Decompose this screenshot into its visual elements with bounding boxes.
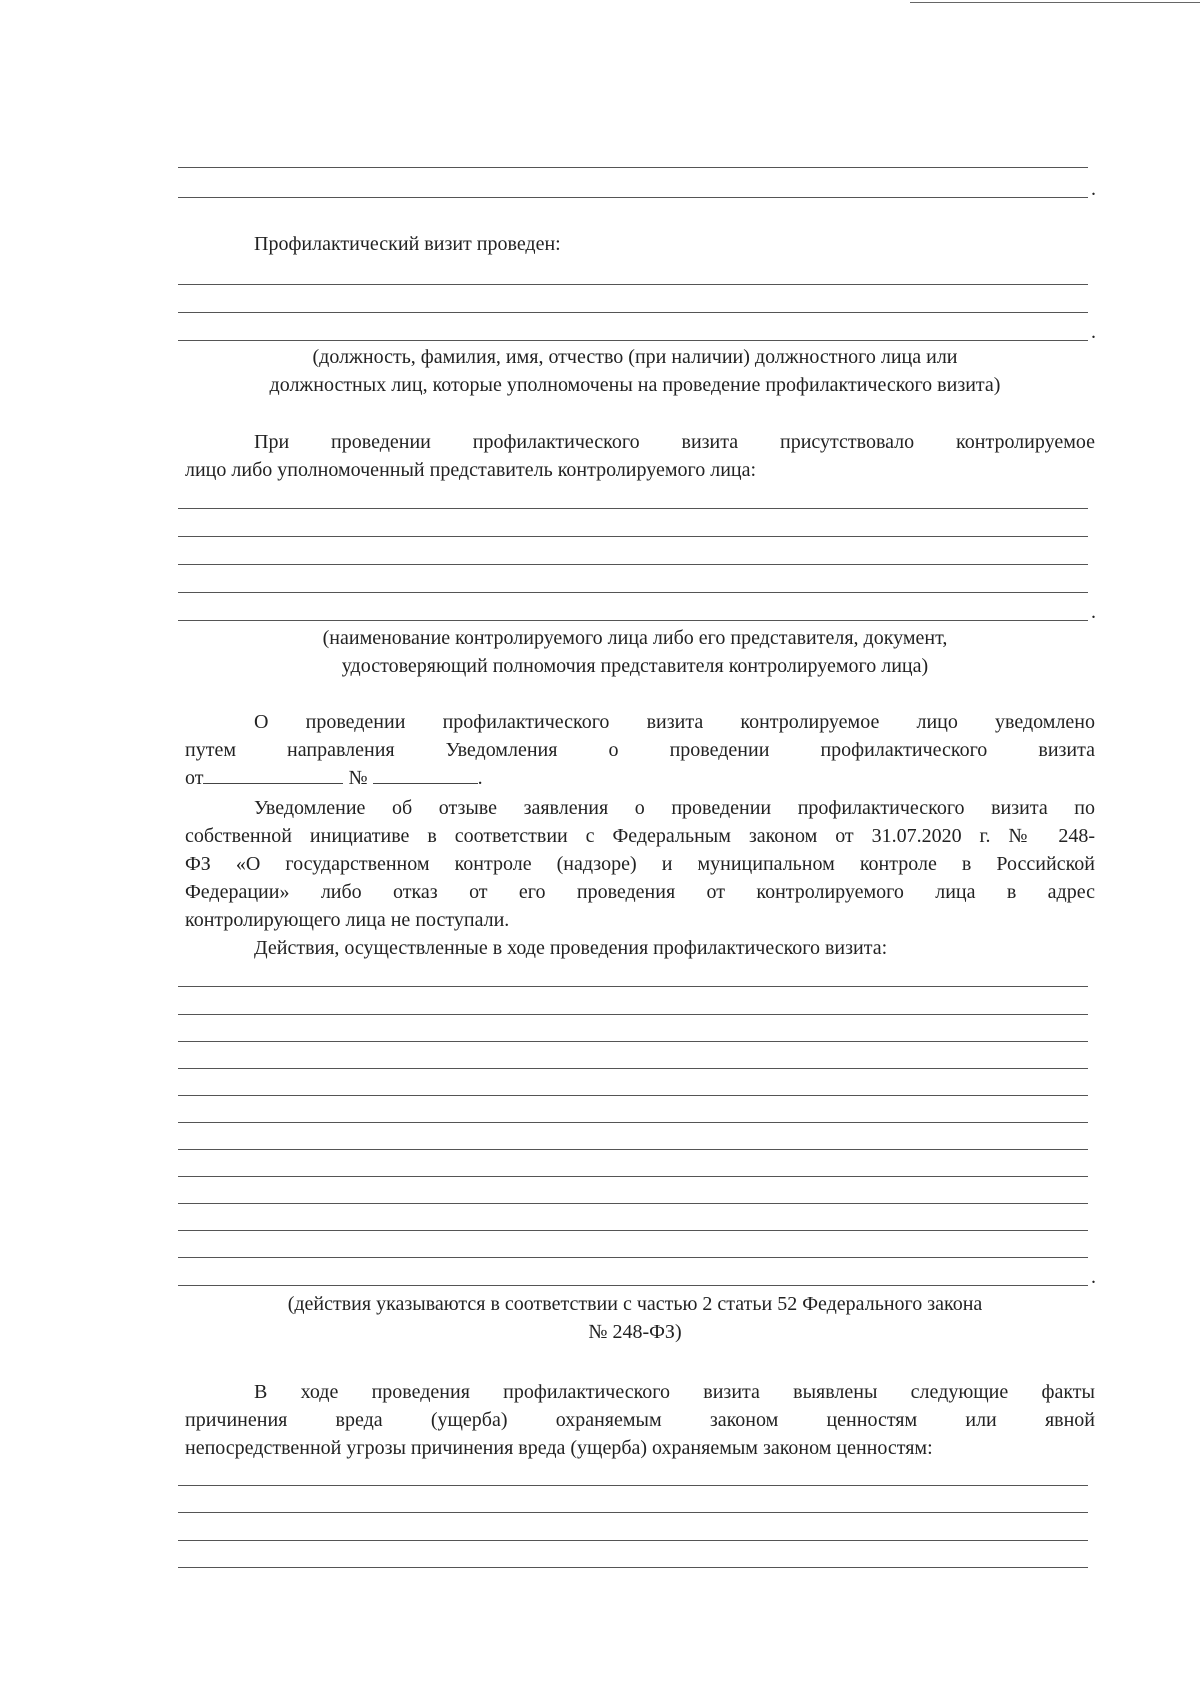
blank-line bbox=[178, 1485, 1088, 1486]
blank-line bbox=[178, 1230, 1088, 1231]
blank-line bbox=[178, 592, 1088, 593]
blank-line bbox=[178, 1203, 1088, 1204]
from-label: от bbox=[185, 767, 204, 789]
presence-paragraph: При проведении профилактического визита присутствовало контролируемое bbox=[254, 431, 1095, 453]
notification-paragraph: О проведении профилактического визита контролируемое лицо уведомлено bbox=[254, 711, 1095, 733]
notification-paragraph: путем направления Уведомления о проведении профилактического визита bbox=[185, 739, 1095, 761]
blank-line bbox=[178, 167, 1088, 168]
actions-caption: (действия указываются в соответствии с частью 2 статьи 52 Федерального закона bbox=[287, 1293, 983, 1315]
facts-paragraph: непосредственной угрозы причинения вреда (ущерба) охраняемым законом ценностям: bbox=[185, 1437, 933, 1459]
blank-line bbox=[178, 1176, 1088, 1177]
blank-line bbox=[178, 1068, 1088, 1069]
blank-line bbox=[178, 340, 1088, 341]
withdrawal-paragraph: контролирующего лица не поступали. bbox=[185, 909, 510, 931]
officials-caption: должностных лиц, которые уполномочены на проведение профилактического визита) bbox=[269, 374, 1001, 396]
facts-paragraph: причинения вреда (ущерба) охраняемым законом ценностям или явной bbox=[185, 1409, 1095, 1431]
blank-line bbox=[178, 1014, 1088, 1015]
actions-label: Действия, осуществленные в ходе проведения профилактического визита: bbox=[254, 937, 888, 959]
blank-line bbox=[178, 284, 1088, 285]
blank-line bbox=[178, 312, 1088, 313]
blank-line bbox=[178, 1567, 1088, 1568]
blank-line bbox=[178, 1512, 1088, 1513]
withdrawal-paragraph: Уведомление об отзыве заявления о проведении профилактического визита по bbox=[254, 797, 1095, 819]
date-blank bbox=[203, 765, 343, 784]
period: . bbox=[477, 767, 483, 789]
blank-line bbox=[178, 1095, 1088, 1096]
officials-caption: (должность, фамилия, имя, отчество (при наличии) должностного лица или bbox=[312, 346, 958, 368]
blank-line bbox=[178, 1149, 1088, 1150]
scan-edge-mark bbox=[910, 2, 1200, 3]
blank-line bbox=[178, 986, 1088, 987]
blank-line bbox=[178, 1285, 1088, 1286]
number-label: № bbox=[348, 767, 368, 789]
controlled-person-caption: удостоверяющий полномочия представителя контролируемого лица) bbox=[341, 655, 929, 677]
withdrawal-paragraph: ФЗ «О государственном контроле (надзоре) и муниципальном контроле в Российской bbox=[185, 853, 1095, 875]
presence-paragraph: лицо либо уполномоченный представитель контролируемого лица: bbox=[185, 459, 757, 481]
blank-line bbox=[178, 508, 1088, 509]
facts-paragraph: В ходе проведения профилактического визита выявлены следующие факты bbox=[254, 1381, 1095, 1403]
notification-date-line bbox=[185, 764, 483, 792]
blank-line bbox=[178, 197, 1088, 198]
withdrawal-paragraph: собственной инициативе в соответствии с Федеральным законом от 31.07.2020 г. № 248- bbox=[185, 825, 1095, 847]
controlled-person-caption: (наименование контролируемого лица либо его представителя, документ, bbox=[322, 627, 948, 649]
number-blank bbox=[373, 765, 478, 784]
blank-line bbox=[178, 1041, 1088, 1042]
blank-line bbox=[178, 536, 1088, 537]
blank-line bbox=[178, 1122, 1088, 1123]
visit-conducted-label: Профилактический визит проведен: bbox=[254, 233, 561, 255]
blank-line bbox=[178, 1540, 1088, 1541]
actions-caption: № 248-ФЗ) bbox=[588, 1321, 682, 1343]
blank-line bbox=[178, 620, 1088, 621]
blank-line bbox=[178, 1257, 1088, 1258]
withdrawal-paragraph: Федерации» либо отказ от его проведения от контролируемого лица в адрес bbox=[185, 881, 1095, 903]
blank-line bbox=[178, 564, 1088, 565]
